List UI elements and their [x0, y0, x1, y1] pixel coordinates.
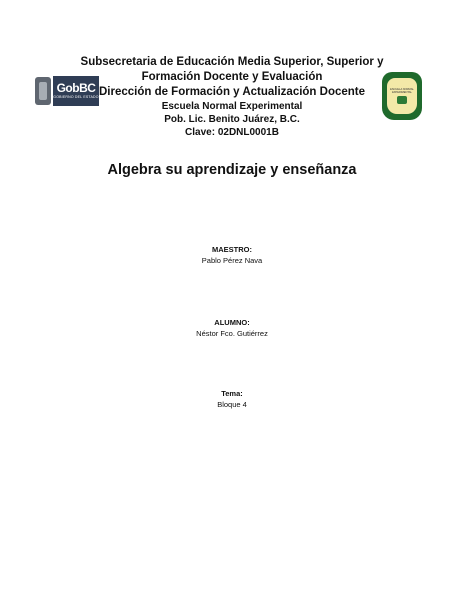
header-line-2: Formación Docente y Evaluación: [141, 71, 323, 83]
gobbc-logo-subtext: GOBIERNO DEL ESTADO: [53, 95, 99, 99]
maestro-name: Pablo Pérez Nava: [201, 256, 263, 265]
document-title: Algebra su aprendizaje y enseñanza: [107, 162, 357, 178]
maestro-section: [0, 244, 464, 266]
header-line-4: Escuela Normal Experimental: [161, 101, 303, 112]
header-line-1: Subsecretaria de Educación Media Superior, Superior y: [80, 56, 384, 68]
alumno-section: [0, 317, 464, 339]
header-line-5: Pob. Lic. Benito Juárez, B.C.: [164, 114, 300, 125]
header-line-3: Dirección de Formación y Actualización Docente: [98, 86, 366, 98]
gobbc-logo-text: GobBC: [56, 81, 96, 95]
institution-header: [0, 55, 464, 139]
tema-label: Tema:: [221, 389, 243, 398]
school-seal-text: ESCUELA NORMAL EXPERIMENTAL: [390, 87, 414, 94]
alumno-label: ALUMNO:: [214, 318, 250, 327]
maestro-label: MAESTRO:: [212, 245, 252, 254]
tema-value: Bloque 4: [217, 400, 247, 409]
header-line-6: Clave: 02DNL0001B: [185, 127, 279, 138]
tema-section: [0, 388, 464, 410]
alumno-name: Néstor Fco. Gutiérrez: [196, 329, 268, 338]
